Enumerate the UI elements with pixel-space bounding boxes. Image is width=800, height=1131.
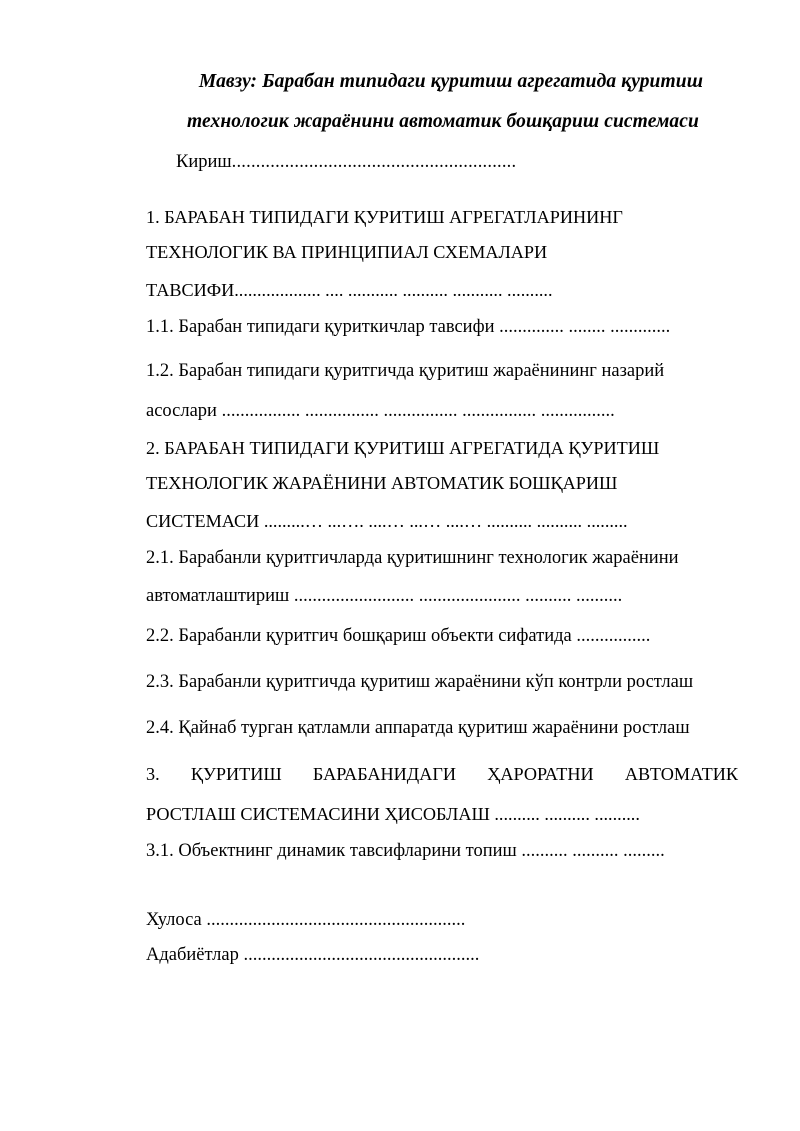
toc-entry-chapter-1-line-3: ТАВСИФИ................... .... ........... .......... ........... .......... [146,280,553,300]
toc-entry-section-1-1: 1.1. Барабан типидаги қуриткичлар тавсифи .............. ........ ............. [146,317,671,337]
document-body [146,62,740,973]
toc-entry-section-2-3: 2.3. Барабанли қуритгичда қуритиш жараёнини кўп контрли ростлаш [146,672,694,692]
toc-entry-chapter-3-line-1: 3. ҚУРИТИШ БАРАБАНИДАГИ ҲАРОРАТНИ АВТОМАТИК [146,764,738,784]
toc-entry-chapter-1-line-2: ТЕХНОЛОГИК ВА ПРИНЦИПИАЛ СХЕМАЛАРИ [146,242,548,262]
toc-entry-chapter-3-line-2: РОСТЛАШ СИСТЕМАСИНИ ҲИСОБЛАШ .......... .......... .......... [146,804,640,824]
toc-entry-section-2-1-line-1: 2.1. Барабанли қуритгичларда қуритишнинг технологик жараёнини [146,548,679,568]
toc-entry-section-1-2-line-1: 1.2. Барабан типидаги қуритгичда қуритиш жараёнининг назарий [146,361,665,381]
document-title-line-2: технологик жараёнини автоматик бошқариш системаси [187,111,699,132]
toc-entry-chapter-2-line-1: 2. БАРАБАН ТИПИДАГИ ҚУРИТИШ АГРЕГАТИДА ҚУРИТИШ [146,438,660,458]
document-title-line-1: Мавзу: Барабан типидаги қуритиш агрегатида қуритиш [198,71,704,92]
document-title [146,62,740,142]
toc-entry-chapter-2-line-2: ТЕХНОЛОГИК ЖАРАЁНИНИ АВТОМАТИК БОШҚАРИШ [146,473,618,493]
toc-entry-section-3-1: 3.1. Объектнинг динамик тавсифларини топиш .......... .......... ......... [146,841,665,861]
toc-entry-intro-dots: ........................................................... [231,152,517,172]
toc-entry-chapter-2-line-3: СИСТЕМАСИ .........… ...…. ....… ...… ....… .......... .......... ......... [146,511,628,531]
toc-entry-section-2-1-line-2: автоматлаштириш .......................... ...................... .......... .......... [146,586,623,606]
toc-entry-section-2-4: 2.4. Қайнаб турган қатламли аппаратда қуритиш жараёнини ростлаш [146,718,690,738]
toc-entry-chapter-1-line-1: 1. БАРАБАН ТИПИДАГИ ҚУРИТИШ АГРЕГАТЛАРИНИНГ [146,207,623,227]
toc-entry-section-2-2: 2.2. Барабанли қуритгич бошқариш объекти сифатида ................ [146,626,651,646]
toc-entry-section-1-2-line-2: асослари ................. ................ ................ ................ ................ [146,401,615,421]
toc-entry-intro-label: Кириш [176,152,232,172]
toc-entry-conclusion: Хулоса ........................................................ [146,910,466,930]
toc-entry-intro [146,142,740,182]
toc-entry-references: Адабиётлар ................................................... [146,945,480,965]
